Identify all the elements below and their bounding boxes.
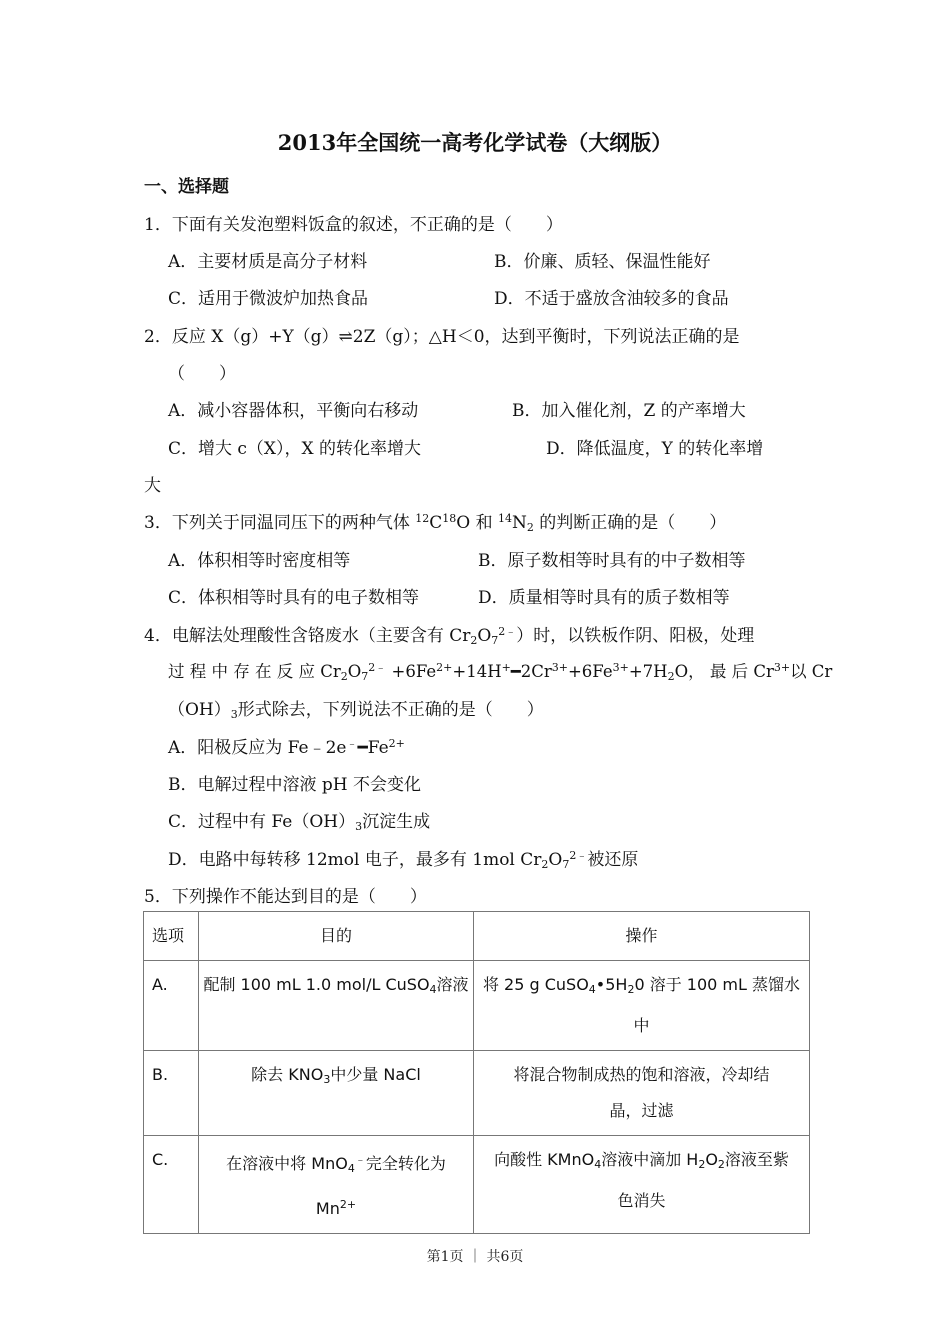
question-3-stem: 3．下列关于同温同压下的两种气体 $^{12}C^{18}O$ 和 $^{14}N_2$ 的判断正确的是（ ） (144, 512, 727, 534)
q1-option-c: C．适用于微波炉加热食品 (168, 289, 369, 309)
q2-option-c: C．增大 c（X），X 的转化率增大 (168, 439, 422, 459)
table-row (144, 1136, 810, 1234)
table-header-row (144, 912, 810, 961)
table-row (144, 961, 810, 1051)
question-4-line-3: $(OH)_3$形式除去，下列说法不正确的是（ ） (168, 700, 544, 721)
section-heading: 一、选择题 (144, 177, 229, 197)
q2-option-b: B．加入催化剂，Z 的产率增大 (512, 401, 746, 421)
q2-option-d-wrap: 大 (144, 476, 161, 496)
question-4-line-2: 过 程 中 存 在 反 应 $Cr_2O_7^{2﹣}$ $+6Fe^{2+}+14H^+━2Cr^{3+}+6Fe^{3+}+7H_2O$， 最 后 $Cr^{3+}$以 Cr (168, 661, 833, 683)
row-c-goal: 在溶液中将 MnO$_4$﹣完全转化为 $Mn^{2+}$ (199, 1136, 474, 1234)
row-b-option: B. (144, 1051, 199, 1136)
q4-option-c: C．过程中有 $Fe(OH)_3$沉淀生成 (168, 812, 431, 833)
q5-table (143, 911, 810, 1234)
row-c-operation: 向酸性 KMnO$_4$溶液中滴加 $H_2O_2$溶液至紫 色消失 (474, 1136, 810, 1234)
question-4-line-1: 4．电解法处理酸性含铬废水（主要含有 $Cr_2O_7^{2﹣}$）时，以铁板作阴、阳极，处理 (144, 625, 755, 647)
q3-option-c: C．体积相等时具有的电子数相等 (168, 588, 420, 608)
page-footer: 第1页 ｜ 共6页 (426, 1249, 524, 1265)
row-b-goal: 除去 $KNO_3$中少量 NaCl (199, 1051, 474, 1136)
header-operation: 操作 (474, 912, 810, 961)
row-a-option: A. (144, 961, 199, 1051)
q4-option-a: A．阳极反应为 $Fe﹣2e^﹣━Fe^{2+}$ (168, 737, 405, 758)
q2-option-a: A．减小容器体积，平衡向右移动 (168, 401, 419, 421)
question-2-stem: 2．反应 X（g）+Y（g）⇌2Z（g）；△H＜0，达到平衡时，下列说法正确的是 (144, 327, 740, 347)
q2-option-d: D．降低温度，Y 的转化率增 (546, 439, 764, 459)
row-a-goal: 配制 100 mL 1.0 mol/L CuSO$_4$溶液 (199, 961, 474, 1051)
page-title: 2013年全国统一高考化学试卷（大纲版） (277, 130, 673, 155)
row-b-operation: 将混合物制成热的饱和溶液，冷却结 晶，过滤 (474, 1051, 810, 1136)
q2-paren: （ ） (168, 364, 236, 384)
q1-option-d: D．不适于盛放含油较多的食品 (494, 289, 729, 309)
q3-option-d: D．质量相等时具有的质子数相等 (478, 588, 730, 608)
header-option: 选项 (144, 912, 199, 961)
q3-option-b: B．原子数相等时具有的中子数相等 (478, 551, 746, 571)
q4-option-d: D．电路中每转移 12mol 电子，最多有 1mol $Cr_2O_7^{2﹣}$被还原 (168, 849, 639, 871)
table-row (144, 1051, 810, 1136)
q3-option-a: A．体积相等时密度相等 (168, 551, 351, 571)
q4-option-b: B．电解过程中溶液 pH 不会变化 (168, 775, 422, 795)
q1-option-a: A．主要材质是高分子材料 (168, 252, 368, 272)
q1-option-b: B．价廉、质轻、保温性能好 (494, 252, 711, 272)
header-goal: 目的 (199, 912, 474, 961)
question-1-stem: 1．下面有关发泡塑料饭盒的叙述，不正确的是（ ） (144, 215, 563, 235)
row-c-option: C. (144, 1136, 199, 1234)
question-5-stem: 5．下列操作不能达到目的是（ ） (144, 887, 427, 907)
row-a-operation: 将 25 g $CuSO_4•5H_20$ 溶于 100 mL 蒸馏水 中 (474, 961, 810, 1051)
